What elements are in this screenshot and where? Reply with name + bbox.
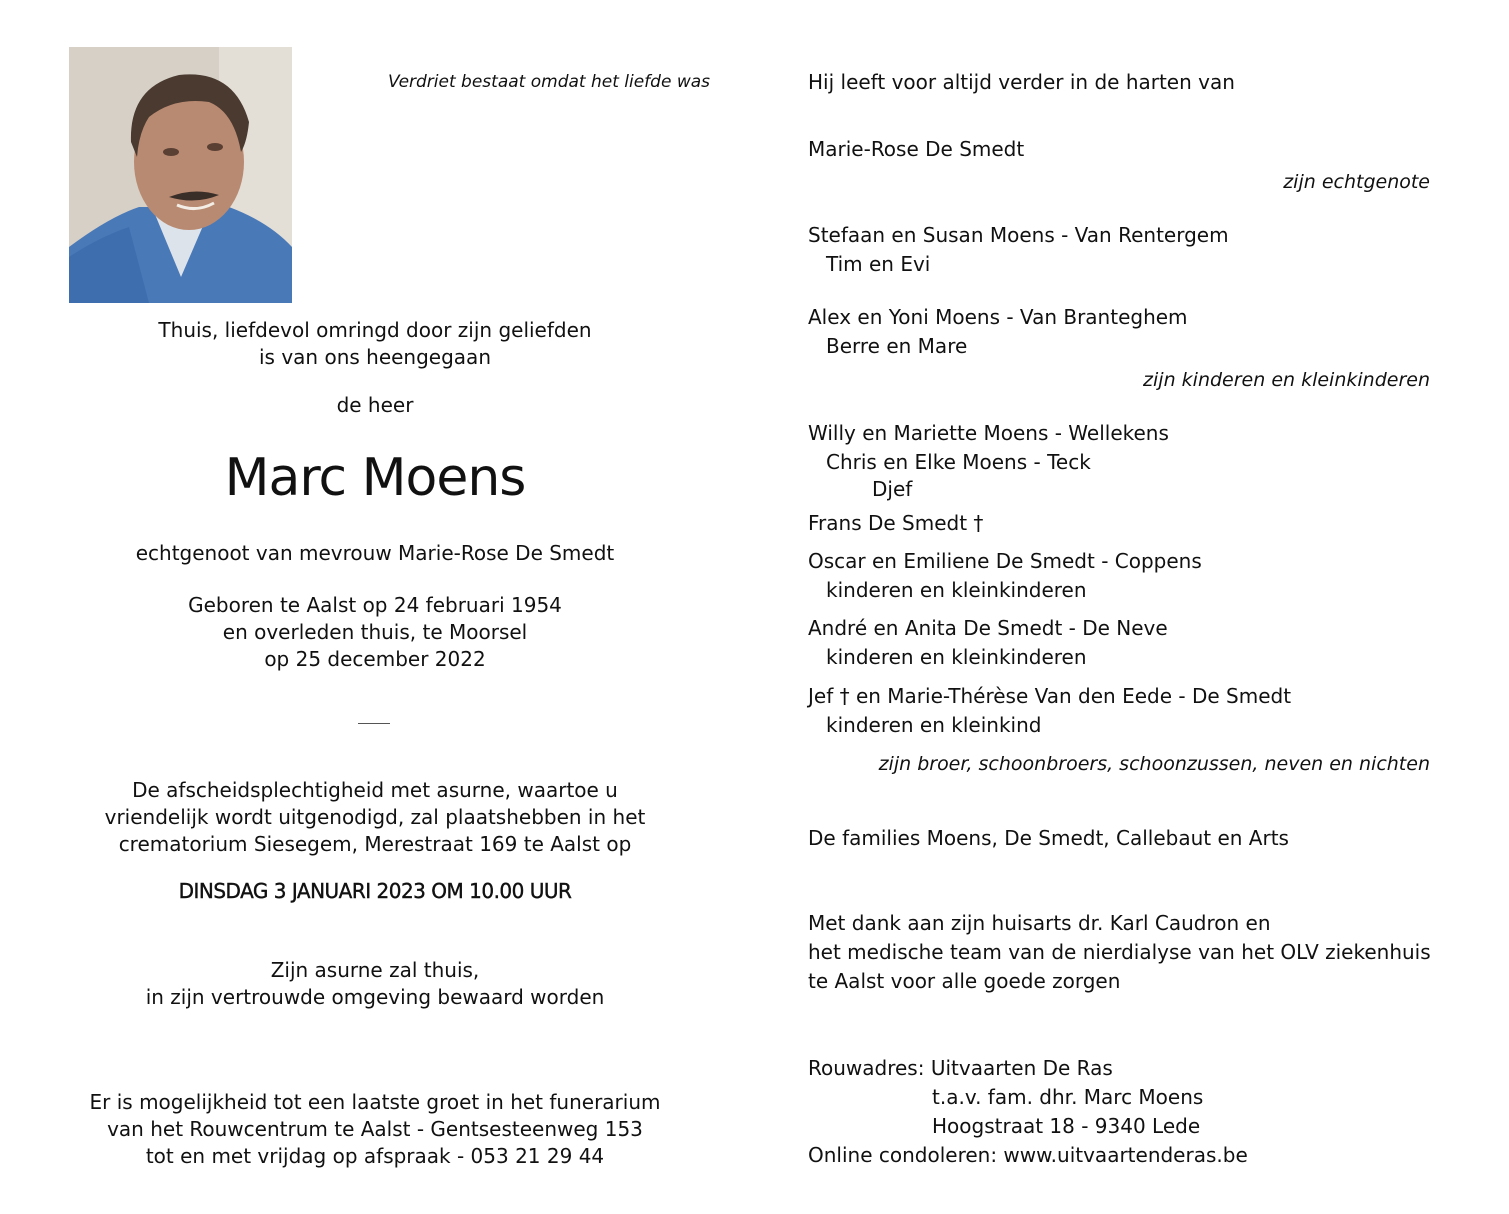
ceremony-date: DINSDAG 3 JANUARI 2023 OM 10.00 UUR	[178, 879, 572, 903]
ceremony-line: vriendelijk wordt uitgenodigd, zal plaatshebben in het	[104, 805, 646, 829]
visitation-line: van het Rouwcentrum te Aalst - Gentsesteenweg 153	[107, 1117, 643, 1141]
spouse-role: zijn echtgenote	[1283, 171, 1430, 193]
spouse-name: Marie-Rose De Smedt	[808, 137, 1025, 161]
grandchildren: Tim en Evi	[826, 252, 931, 276]
urn-line: Zijn asurne zal thuis,	[270, 958, 480, 982]
visitation-text	[60, 1089, 690, 1170]
sibling-family: André en Anita De Smedt - De Neve	[808, 616, 1168, 640]
ceremony-line: crematorium Siesegem, Merestraat 169 te Aalst op	[118, 832, 632, 856]
urn-text	[60, 957, 690, 1011]
portrait-illustration	[69, 47, 292, 303]
honorific: de heer	[336, 393, 414, 417]
birth-line: Geboren te Aalst op 24 februari 1954	[188, 593, 562, 617]
sibling-grandchild: Djef	[872, 477, 913, 501]
divider	[358, 723, 390, 724]
thanks-line: te Aalst voor alle goede zorgen	[808, 969, 1121, 993]
thanks-line: Met dank aan zijn huisarts dr. Karl Caudron en	[808, 911, 1271, 935]
thanks-text	[808, 909, 1431, 996]
grandchildren: Berre en Mare	[826, 334, 968, 358]
family-heading: Hij leeft voor altijd verder in de harten van	[808, 70, 1235, 94]
quote: Verdriet bestaat omdat het liefde was	[387, 72, 710, 92]
sibling-children: Chris en Elke Moens - Teck	[826, 450, 1091, 474]
death-date-line: op 25 december 2022	[264, 647, 486, 671]
urn-line: in zijn vertrouwde omgeving bewaard worden	[145, 985, 605, 1009]
death-place-line: en overleden thuis, te Moorsel	[222, 620, 528, 644]
online-condolence: Online condoleren: www.uitvaartenderas.be	[808, 1143, 1248, 1167]
sibling-family: Willy en Mariette Moens - Wellekens	[808, 421, 1169, 445]
address-line: t.a.v. fam. dhr. Marc Moens	[932, 1085, 1204, 1109]
sibling-family: Oscar en Emiliene De Smedt - Coppens	[808, 549, 1202, 573]
siblings-role: zijn broer, schoonbroers, schoonzussen, neven en nichten	[878, 753, 1430, 775]
child-family: Alex en Yoni Moens - Van Branteghem	[808, 305, 1188, 329]
thanks-line: het medische team van de nierdialyse van het OLV ziekenhuis	[808, 940, 1431, 964]
right-column	[808, 0, 1430, 1214]
children-role: zijn kinderen en kleinkinderen	[1143, 369, 1430, 391]
deceased-name: Marc Moens	[224, 448, 526, 508]
intro-line: Thuis, liefdevol omringd door zijn geliefden	[158, 318, 592, 342]
extended-families: De families Moens, De Smedt, Callebaut en Arts	[808, 826, 1289, 850]
left-column	[60, 0, 710, 1214]
spouse-line: echtgenoot van mevrouw Marie-Rose De Smedt	[135, 541, 615, 565]
sibling-children: kinderen en kleinkinderen	[826, 578, 1087, 602]
birth-death-text	[60, 592, 690, 673]
intro-text	[60, 317, 690, 371]
ceremony-text	[60, 777, 690, 858]
sibling-children: kinderen en kleinkind	[826, 713, 1042, 737]
address-label: Rouwadres: Uitvaarten De Ras	[808, 1056, 1113, 1080]
intro-line: is van ons heengegaan	[259, 345, 491, 369]
address-line: Hoogstraat 18 - 9340 Lede	[932, 1114, 1201, 1138]
visitation-line: Er is mogelijkheid tot een laatste groet in het funerarium	[89, 1090, 661, 1114]
sibling-family: Frans De Smedt †	[808, 511, 984, 535]
portrait-photo	[69, 47, 292, 303]
sibling-family: Jef † en Marie-Thérèse Van den Eede - De Smedt	[808, 684, 1292, 708]
child-family: Stefaan en Susan Moens - Van Rentergem	[808, 223, 1229, 247]
visitation-line: tot en met vrijdag op afspraak - 053 21 29 44	[145, 1144, 605, 1168]
ceremony-line: De afscheidsplechtigheid met asurne, waartoe u	[132, 778, 618, 802]
sibling-children: kinderen en kleinkinderen	[826, 645, 1087, 669]
